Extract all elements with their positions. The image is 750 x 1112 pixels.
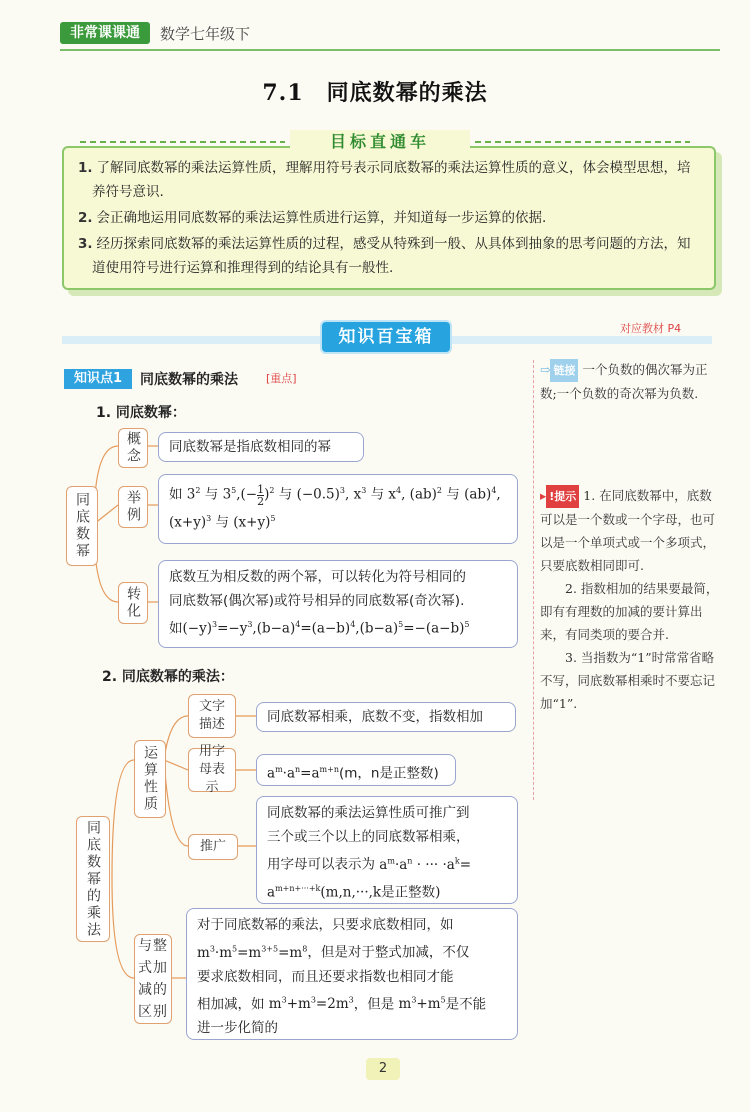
transform-node: 转化 — [118, 582, 148, 624]
difference-node: 与整式加减的区别 — [134, 934, 172, 1024]
tip-point-2: 2. 指数相加的结果要最简，即有有理数的加减的要计算出来，有同类项的要合并. — [540, 581, 719, 642]
textbook-reference: 对应教材 P4 — [620, 322, 682, 335]
goal-item-3-cont: 道使用符号进行运算和推理得到的结论具有一般性. — [92, 260, 394, 276]
generalize-content — [256, 796, 518, 904]
goals-heading: 目标直通车 — [290, 130, 470, 154]
link-arrow-icon: ⇨ — [540, 362, 551, 377]
difference-line-5: 进一步化简的 — [197, 1020, 278, 1036]
header-subject: 数学七年级下 — [160, 25, 251, 43]
generalize-node: 推广 — [188, 834, 238, 860]
part2-root-node: 同底数幂的乘法 — [76, 816, 110, 942]
transform-formula: 如$(-y)^3=-y^3,(b-a)^4=(a-b)^4,(b-a)^5=-(a-b)^5$ — [169, 620, 470, 637]
lesson-title: 7.1 同底数幂的乘法 — [262, 80, 488, 106]
brand-badge: 非常课课通 — [60, 22, 150, 44]
transform-content — [158, 560, 518, 648]
link-note — [540, 358, 720, 405]
section-title: 知识百宝箱 — [322, 322, 450, 352]
part1-heading: 1. 同底数幂： — [96, 405, 186, 421]
knowledge-point-badge: 知识点1 — [64, 369, 132, 389]
concept-node: 概念 — [118, 428, 148, 468]
difference-line-4: 相加减，如 $m^3+m^3=2m^3$，但是 $m^3+m^5$是不能 — [197, 995, 487, 1012]
part2-heading: 2. 同底数幂的乘法： — [102, 669, 234, 685]
concept-content: 同底数幂是指底数相同的幂 — [158, 432, 364, 462]
part1-root-node: 同底数幂 — [66, 486, 98, 566]
difference-content — [186, 908, 518, 1040]
tip-arrow-icon: ▸ — [540, 488, 547, 503]
text-desc-content: 同底数幂相乘，底数不变，指数相加 — [256, 702, 516, 732]
example-content: 如 $3^2$ 与 $3^5,(-1$ 2 )$^2$ 与 $(-0.5)^3$, $x^3$ 与 $x^4$, (ab)$^2$ 与 (ab)$^4$, $(x+y)^3$ 与 $(x+y)^5$ — [158, 474, 518, 544]
goal-item-1-cont: 养符号意识. — [92, 184, 164, 200]
goal-item-3: 3. 经历探索同底数幂的乘法运算性质的过程，感受从特殊到一般、从具体到抽象的思考问题的方法，知 — [78, 236, 691, 252]
transform-line-1: 底数互为相反数的两个幂，可以转化为符号相同的 — [169, 569, 466, 585]
link-text: 一个负数的偶次幂为正数;一个负数的奇次幂为负数. — [540, 362, 708, 401]
tip-point-3: 3. 当指数为“1”时常常省略不写，同底数幂相乘时不要忘记加“1”. — [540, 650, 716, 711]
sidebar-divider — [533, 360, 534, 800]
generalize-line-1: 同底数幂的乘法运算性质可推广到 — [267, 805, 470, 821]
tip-note — [540, 484, 720, 715]
property-node: 运算性质 — [134, 740, 166, 818]
generalize-formula: $a^{m+n+\cdot\cdot\cdot+k}(m,n,\cdot\cdot\cdot,k$是正整数) — [267, 883, 441, 900]
goal-item-2: 2. 会正确地运用同底数幂的乘法运算性质进行运算，并知道每一步运算的依据. — [78, 210, 547, 226]
difference-line-2: $m^3\cdot m^5=m^{3+5}=m^8$，但是对于整式加减，不仅 — [197, 944, 470, 961]
transform-line-2: 同底数幂(偶次幂)或符号相异的同底数幂(奇次幂). — [169, 593, 465, 609]
page-number: 2 — [366, 1058, 400, 1080]
tip-tag: !提示 — [546, 485, 579, 508]
example-node: 举例 — [118, 486, 148, 528]
generalize-line-3: 用字母可以表示为 $a^m\cdot a^n$ · ··· $\cdot a^k=$ — [267, 856, 471, 873]
knowledge-point-title: 同底数幂的乘法 — [140, 372, 238, 388]
key-point-tag: [重点] — [266, 372, 297, 385]
generalize-line-2: 三个或三个以上的同底数幂相乘， — [267, 829, 470, 845]
link-tag: 链接 — [550, 359, 578, 382]
difference-line-1: 对于同底数幂的乘法，只要求底数相同，如 — [197, 917, 454, 933]
difference-line-3: 要求底数相同，而且还要求指数也相同才能 — [197, 968, 454, 985]
goal-item-1: 1. 了解同底数幂的乘法运算性质，理解用符号表示同底数幂的乘法运算性质的意义，体会模型思想，培 — [78, 160, 691, 176]
letter-node: 用字母表示 — [188, 748, 236, 792]
tip-point-1: 1. 在同底数幂中，底数可以是一个数或一个字母，也可以是一个单项式或一个多项式，只要底数相同即可. — [540, 488, 716, 573]
letter-content: $a^m\cdot a^n=a^{m+n}(m$，n是正整数) — [256, 754, 456, 786]
text-desc-node: 文字描述 — [188, 694, 236, 738]
